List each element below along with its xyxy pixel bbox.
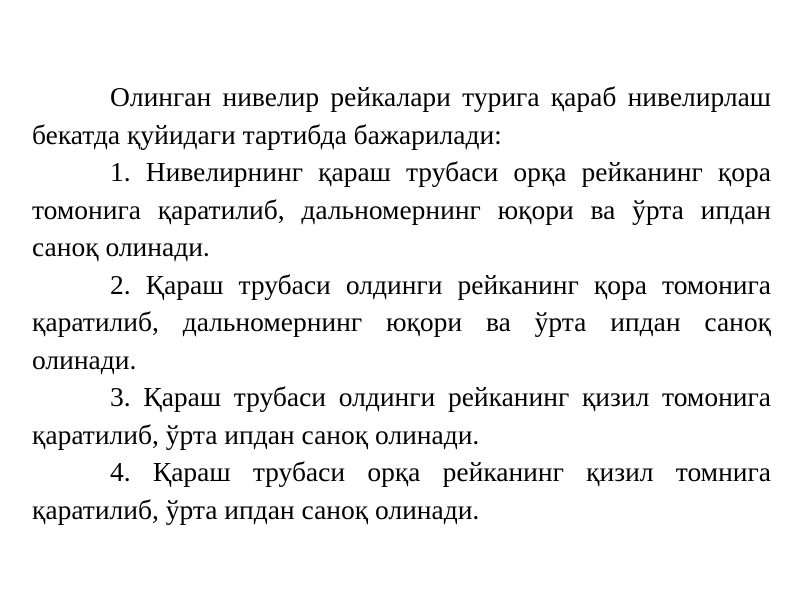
intro-paragraph: Олинган нивелир рейкалари турига қараб нивелирлаш бекатда қуйидаги тартибда бажарилади:: [32, 81, 771, 150]
step-2-paragraph: 2. Қараш трубаси олдинги рейканинг қора томонига қаратилиб, дальномернинг юқори ва ўрта ипдан саноқ олинади.: [32, 268, 771, 375]
step-4-paragraph: 4. Қараш трубаси орқа рейканинг қизил томнига қаратилиб, ўрта ипдан саноқ олинади.: [32, 456, 771, 525]
step-1-paragraph: 1. Нивелирнинг қараш трубаси орқа рейканинг қора томонига қаратилиб, дальномернинг юқори ва ўрта ипдан саноқ олинади.: [32, 156, 771, 262]
document-body: [32, 78, 771, 528]
step-3-paragraph: 3. Қараш трубаси олдинги рейканинг қизил томонига қаратилиб, ўрта ипдан саноқ олинади.: [32, 381, 771, 450]
